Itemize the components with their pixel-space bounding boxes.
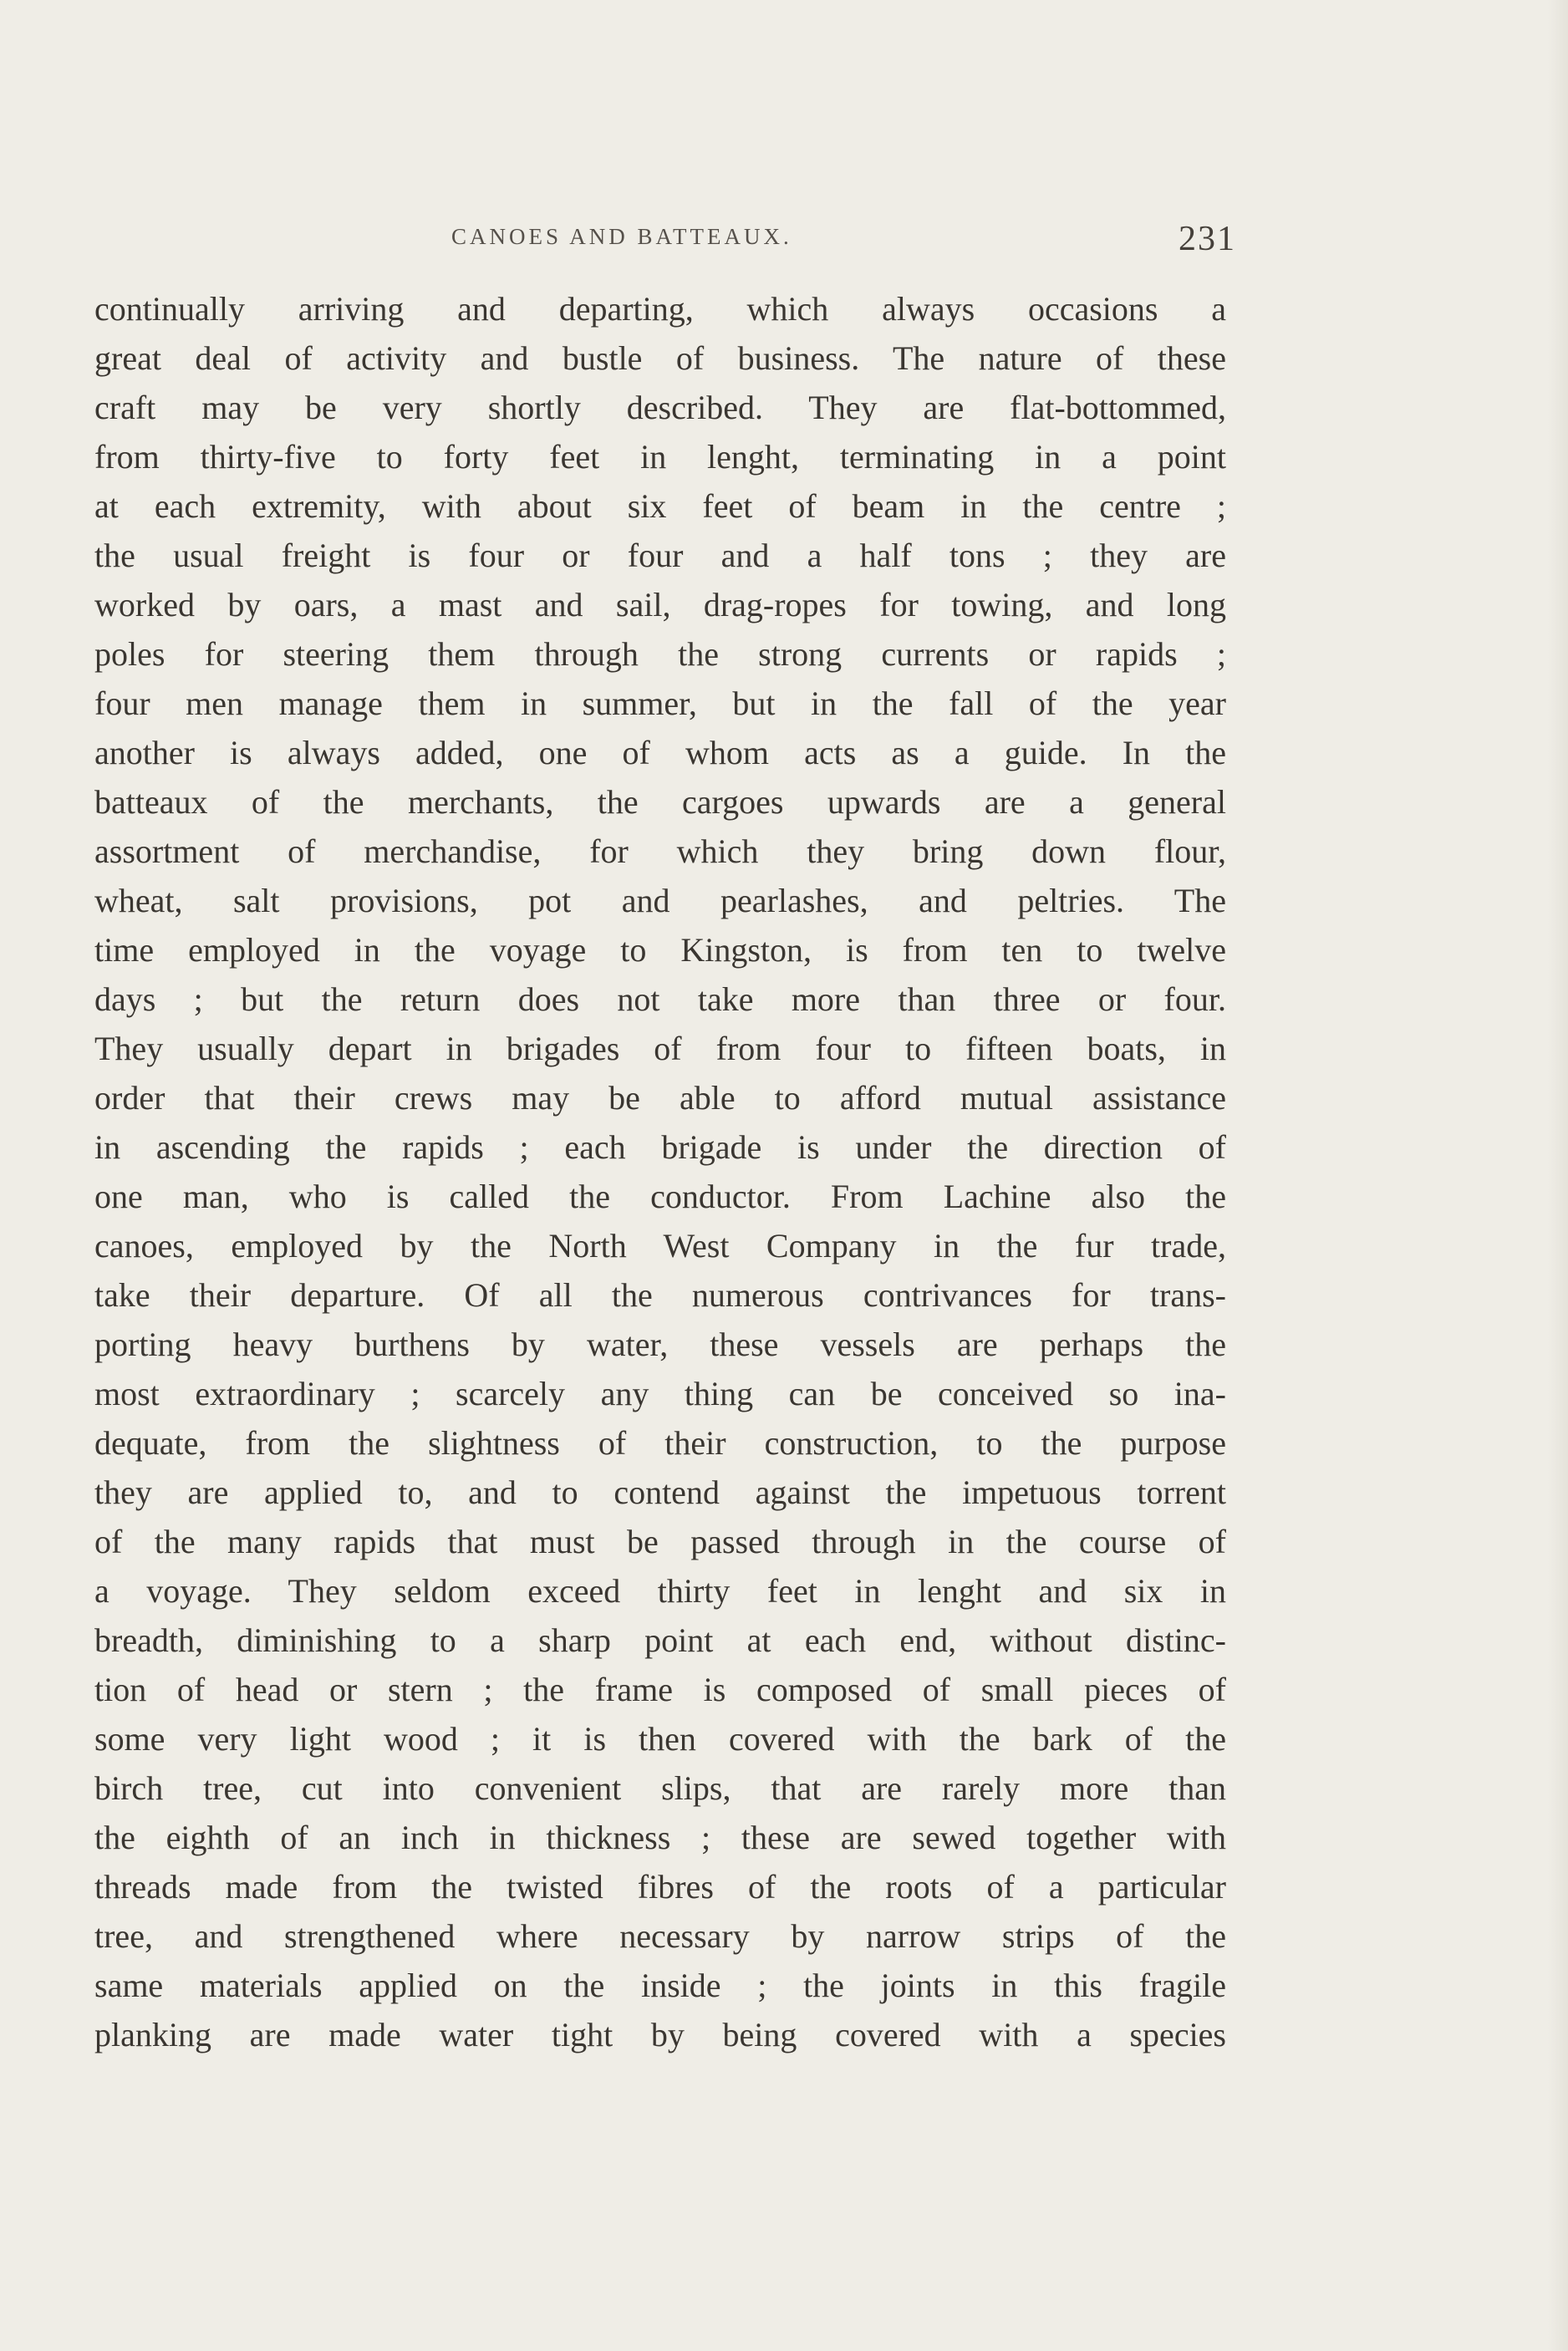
text-line: most extraordinary ; scarcely any thing can be conceived so ina- [94, 1375, 1226, 1412]
text-line: canoes, employed by the North West Company in the fur trade, [94, 1227, 1226, 1265]
text-line: take their departure. Of all the numerous contrivances for trans- [94, 1276, 1226, 1314]
text-line: assortment of merchandise, for which they bring down flour, [94, 832, 1226, 870]
text-line: They usually depart in brigades of from four to fifteen boats, in [94, 1030, 1226, 1067]
text-line: breadth, diminishing to a sharp point at each end, without distinc- [94, 1621, 1226, 1659]
running-head [0, 219, 1568, 269]
text-line: porting heavy burthens by water, these vessels are perhaps the [94, 1326, 1226, 1363]
text-line: days ; but the return does not take more than three or four. [94, 980, 1226, 1018]
text-line: birch tree, cut into convenient slips, that are rarely more than [94, 1769, 1226, 1807]
page-edge-shading [1548, 0, 1568, 2351]
text-line: continually arriving and departing, which always occasions a [94, 290, 1226, 328]
text-line: the eighth of an inch in thickness ; these are sewed together with [94, 1819, 1226, 1856]
text-line: four men manage them in summer, but in the fall of the year [94, 684, 1226, 722]
text-line: great deal of activity and bustle of business. The nature of these [94, 339, 1226, 377]
page-number: 231 [1179, 220, 1236, 258]
text-line: tion of head or stern ; the frame is composed of small pieces of [94, 1671, 1226, 1708]
text-line: order that their crews may be able to afford mutual assistance [94, 1079, 1226, 1117]
text-line: same materials applied on the inside ; the joints in this fragile [94, 1967, 1226, 2004]
text-line: one man, who is called the conductor. From Lachine also the [94, 1178, 1226, 1215]
text-line: they are applied to, and to contend against the impetuous torrent [94, 1473, 1226, 1511]
text-line: in ascending the rapids ; each brigade is under the direction of [94, 1128, 1226, 1166]
body-text [94, 284, 1226, 2059]
running-title: CANOES AND BATTEAUX. [451, 224, 792, 249]
text-line: threads made from the twisted fibres of the roots of a particular [94, 1868, 1226, 1906]
text-line: time employed in the voyage to Kingston, is from ten to twelve [94, 931, 1226, 969]
text-line: poles for steering them through the strong currents or rapids ; [94, 635, 1226, 673]
text-line: batteaux of the merchants, the cargoes upwards are a general [94, 783, 1226, 821]
text-line: worked by oars, a mast and sail, drag-ropes for towing, and long [94, 586, 1226, 623]
text-line: from thirty-five to forty feet in lenght, terminating in a point [94, 438, 1226, 476]
text-line: of the many rapids that must be passed through in the course of [94, 1523, 1226, 1560]
text-line: dequate, from the slightness of their construction, to the purpose [94, 1424, 1226, 1462]
text-line: tree, and strengthened where necessary by narrow strips of the [94, 1917, 1226, 1955]
text-line: another is always added, one of whom acts as a guide. In the [94, 734, 1226, 771]
text-line: craft may be very shortly described. They are flat-bottommed, [94, 389, 1226, 426]
text-line: the usual freight is four or four and a half tons ; they are [94, 537, 1226, 574]
text-line: a voyage. They seldom exceed thirty feet in lenght and six in [94, 1572, 1226, 1610]
text-line: some very light wood ; it is then covered with the bark of the [94, 1720, 1226, 1758]
text-line: planking are made water tight by being covered with a species [94, 2016, 1226, 2053]
text-line: at each extremity, with about six feet of beam in the centre ; [94, 487, 1226, 525]
text-line: wheat, salt provisions, pot and pearlashes, and peltries. The [94, 882, 1226, 919]
